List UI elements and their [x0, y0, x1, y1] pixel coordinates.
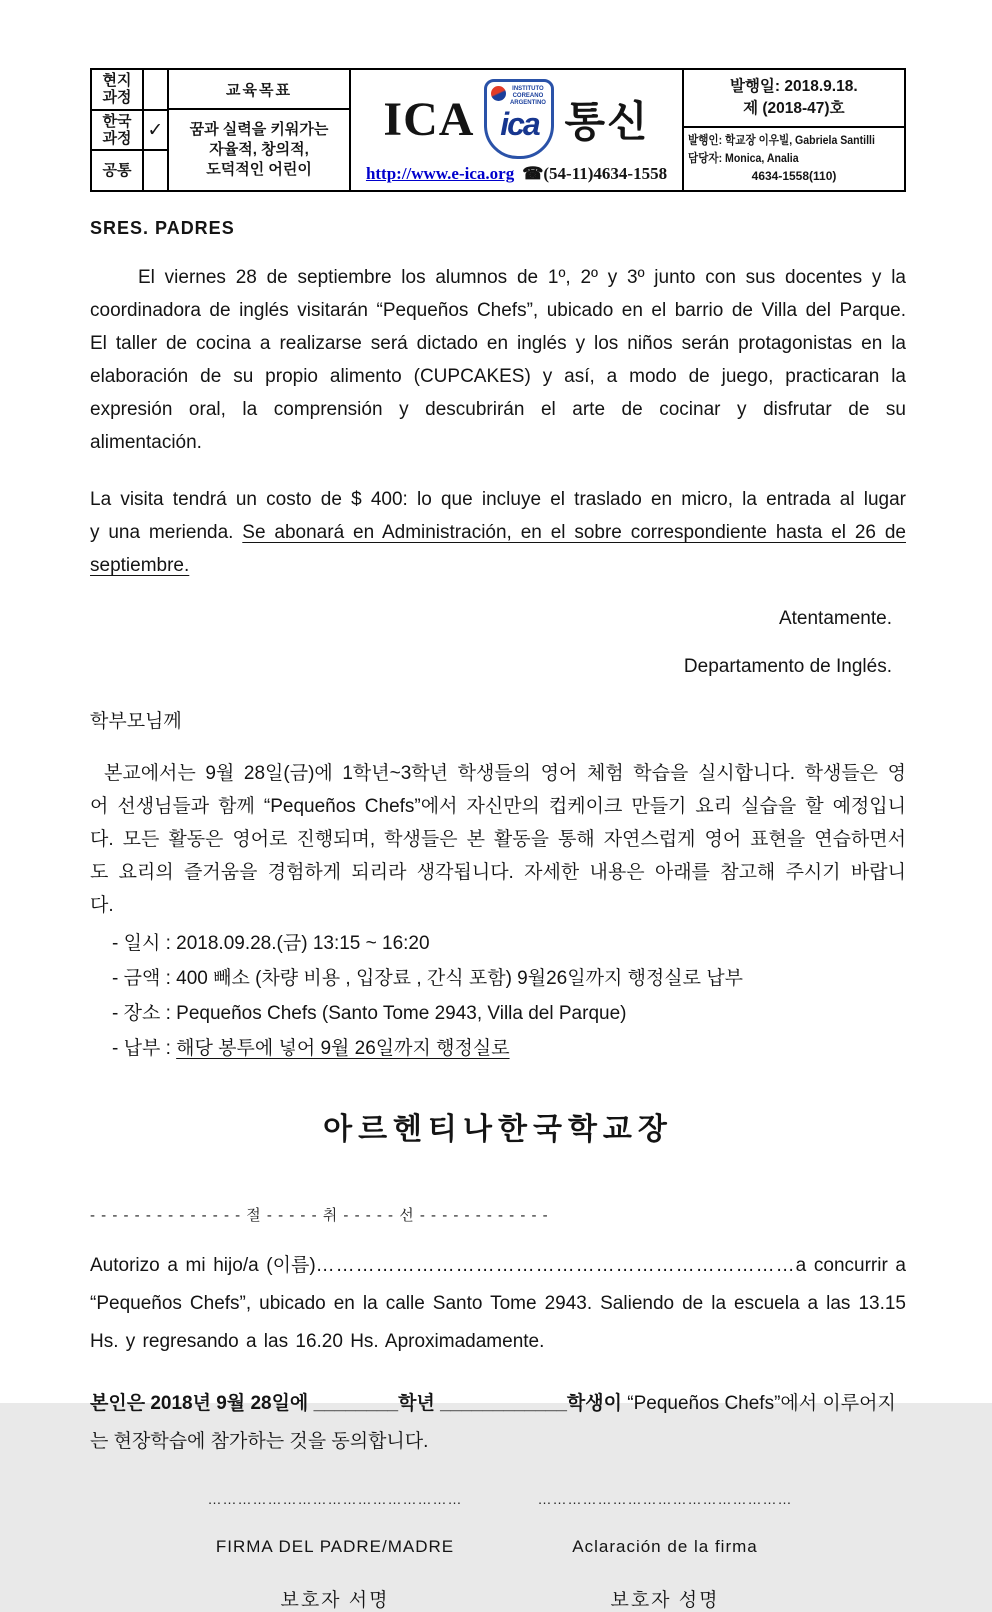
course-row-common — [92, 151, 167, 190]
publisher-cell — [684, 128, 904, 190]
name-clarification-line: …………………………………………… — [537, 1491, 793, 1507]
signature-line: …………………………………………… — [207, 1491, 463, 1507]
signature-label-es: FIRMA DEL PADRE/MADRE — [215, 1537, 455, 1556]
paragraph-kr: 본교에서는 9월 28일(금)에 1학년~3학년 학생들의 영어 체험 학습을 실시합니다. 학생들은 영어 선생님들과 함께 “Pequeños Chefs”에서 자신만의 컵케이크 만들기 요리 실습을 할 예정입니다. 모든 활동은 영어로 진행되며, 학생들은 본 활동을 통해 자연스럽게 영어 표현을 연습하면서도 요리의 즐거움을 경험하게 되리라 생각됩니다. 자세한 내용은 아래를 참고해 주시기 바랍니다. — [90, 763, 906, 916]
course-checkbox — [144, 151, 167, 190]
list-item-prefix: - 납부 : — [112, 1038, 177, 1059]
issue-date: 발행일: 2018.9.18. — [729, 78, 858, 95]
cut-line: - - - - - - - - - - - - - - 절 - - - - - 취 - - - - - 선 - - - - - - - - - - - - — [90, 1207, 549, 1224]
course-row-local — [92, 70, 167, 111]
course-row-korean — [92, 111, 167, 152]
masthead-cell — [351, 70, 683, 190]
clarification-label-es: Aclaración de la firma — [572, 1537, 758, 1556]
course-type-table — [92, 70, 169, 190]
course-label — [92, 111, 144, 150]
student-name-blank: ____________ — [440, 1393, 567, 1414]
course-checkbox — [144, 70, 167, 109]
logo-top-row — [487, 82, 551, 107]
authorization-paragraph — [90, 1247, 906, 1361]
contact-row — [366, 164, 667, 184]
list-item-payment — [112, 1031, 906, 1066]
salutation-kr: 학부모님께 — [90, 711, 182, 732]
publisher-line: 발행인: 학교장 이우빌, Gabriela Santilli — [687, 133, 875, 147]
closing-atentamente: Atentamente. — [778, 608, 892, 629]
website-link[interactable]: http://www.e-ica.org — [365, 164, 515, 183]
document-content — [90, 68, 906, 1612]
list-item-text: 400 빼소 (차량 비용 , 입장료 , 간식 포함) 9월26일까지 행정실로 납부 — [176, 968, 743, 989]
list-item-prefix: - 장소 : — [112, 1003, 177, 1024]
logo-ica-letters: ica — [500, 106, 539, 142]
course-label-line: 공통 — [102, 162, 132, 180]
signature-label-kr: 보호자 서명 — [280, 1590, 390, 1611]
motto-line: 자율적, 창의적, — [209, 141, 309, 158]
consent-paragraph — [90, 1385, 906, 1461]
list-item-place — [112, 996, 906, 1031]
education-goal-title: 교육목표 — [169, 70, 350, 110]
signature-col-left — [170, 1491, 500, 1612]
motto-line: 꿈과 실력을 키워가는 — [189, 121, 329, 138]
list-item-prefix: - 일시 : — [112, 933, 177, 954]
education-goal-cell — [169, 70, 352, 190]
paragraph-es-1: El viernes 28 de septiembre los alumnos de 1º, 2º y 3º junto con sus docentes y la coordinadora de inglés visitarán “Pequeños Chefs”, ubicado en el barrio de Villa del Parque. El taller de cocina a realizarse será dictado en inglés y los niños serán protagonistas en la elaboración de su propio alimento (CUPCAKES) y así, a modo de juego, practicaran la expresión oral, la comprensión y descubrirán el arte de cocinar y disfrutar de su alimentación. — [90, 267, 906, 453]
consent-mid1: 학년 — [398, 1393, 441, 1414]
ica-logo-shield-icon — [484, 79, 554, 159]
course-label-line: 과정 — [102, 89, 132, 107]
logo-org-text: INSTITUTO COREANO ARGENTINO — [509, 86, 546, 106]
name-fill-dots: ……………………………………………………………… — [315, 1255, 796, 1276]
staff-phone: 4634-1558(110) — [751, 169, 837, 183]
paragraph-es-2 — [90, 483, 906, 582]
grade-blank: ________ — [313, 1393, 399, 1414]
education-goal-motto — [169, 110, 350, 190]
list-item-datetime — [112, 926, 906, 961]
list-item-text: 2018.09.28.(금) 13:15 ~ 16:20 — [176, 933, 430, 954]
issue-number: 제 (2018-47)호 — [743, 100, 845, 117]
list-item-text: 해당 봉투에 넣어 9월 26일까지 행정실로 — [176, 1038, 510, 1059]
detail-list — [90, 926, 906, 1066]
course-label — [92, 70, 144, 109]
consent-rest: “Pequeños Chefs”에서 이루어지는 현장학습에 참가하는 것을 동의합니다. — [90, 1393, 896, 1452]
course-label — [92, 151, 144, 190]
paragraph-es-2-underlined: Se abonará en Administración, en el sobre correspondiente hasta el 26 de septiembre. — [90, 522, 906, 576]
course-checkbox — [144, 111, 167, 150]
issue-info-cell — [684, 70, 904, 190]
salutation-es: SRES. PADRES — [90, 218, 235, 238]
course-label-line: 한국 — [102, 113, 132, 130]
motto-line: 도덕적인 어린이 — [206, 161, 312, 178]
list-item-prefix: - 금액 : — [112, 968, 177, 989]
course-label-line: 과정 — [102, 130, 132, 147]
authorization-before-dots: Autorizo a mi hijo/a (이름) — [90, 1255, 316, 1276]
signature-col-right — [500, 1491, 830, 1612]
authorization-after-dots: a concurrir a “Pequeños Chefs”, ubicado en la calle Santo Tome 2943. Saliendo de la escuela a las 13.15 Hs. y regresando a las 16.20 Hs. Aproximadamente. — [90, 1255, 906, 1352]
principal-title: 아르헨티나한국학교장 — [323, 1113, 673, 1146]
check-mark-icon: ✓ — [147, 119, 164, 141]
header-table — [90, 68, 906, 192]
ica-wordmark: ICA — [383, 92, 475, 146]
list-item-price — [112, 961, 906, 996]
issue-date-cell — [684, 70, 904, 128]
paragraph-es-2-normal: La visita tendrá un costo de $ 400: lo que incluye el traslado en micro, la entrada al lugar y una merienda. — [90, 489, 906, 543]
signature-area — [90, 1491, 830, 1612]
closing-departamento: Departamento de Inglés. — [683, 656, 892, 677]
clarification-label-kr: 보호자 성명 — [610, 1590, 720, 1611]
course-label-line: 현지 — [102, 72, 132, 90]
taegeuk-icon — [491, 86, 506, 101]
consent-bold-intro: 본인은 2018년 9월 28일에 — [90, 1393, 314, 1414]
phone-number: ☎(54-11)4634-1558 — [522, 164, 668, 183]
staff-line: 담당자: Monica, Analia — [687, 151, 799, 165]
consent-mid2: 학생이 — [566, 1393, 628, 1414]
list-item-text: Pequeños Chefs (Santo Tome 2943, Villa del Parque) — [176, 1003, 627, 1024]
masthead-banner — [383, 74, 649, 164]
tongsin-title: 통신 — [564, 98, 650, 145]
